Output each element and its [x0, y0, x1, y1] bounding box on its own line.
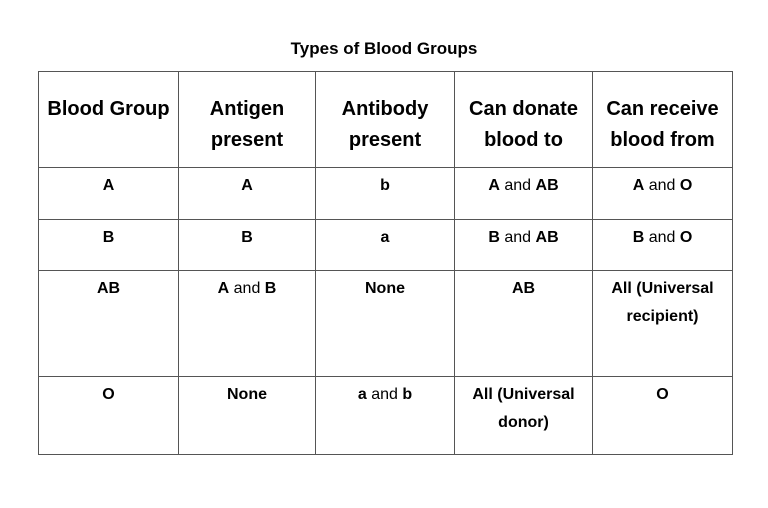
table-cell: b: [316, 168, 455, 220]
header-blood-group: Blood Group: [39, 72, 179, 168]
table-cell: B and AB: [455, 220, 593, 271]
table-row: [39, 220, 733, 271]
header-antigen-present: Antigen present: [179, 72, 316, 168]
table-header-row: [39, 72, 733, 168]
blood-groups-table: [38, 71, 733, 455]
page-title: Types of Blood Groups: [290, 39, 478, 58]
table-cell: B: [39, 220, 179, 271]
table-cell: O: [39, 377, 179, 455]
header-can-donate: Can donate blood to: [455, 72, 593, 168]
header-can-receive: Can receive blood from: [593, 72, 733, 168]
table-cell: O: [593, 377, 733, 455]
table-cell: a: [316, 220, 455, 271]
table-cell: None: [316, 271, 455, 377]
table-cell: AB: [39, 271, 179, 377]
table-cell: All (Universal donor): [455, 377, 593, 455]
table-cell: All (Universal recipient): [593, 271, 733, 377]
table-row: [39, 271, 733, 377]
table-row: [39, 377, 733, 455]
table-cell: A and AB: [455, 168, 593, 220]
table-cell: B: [179, 220, 316, 271]
table-cell: A: [39, 168, 179, 220]
table-cell: A and B: [179, 271, 316, 377]
table-cell: None: [179, 377, 316, 455]
table-cell: a and b: [316, 377, 455, 455]
table-cell: AB: [455, 271, 593, 377]
table-cell: B and O: [593, 220, 733, 271]
table-cell: A: [179, 168, 316, 220]
table-cell: A and O: [593, 168, 733, 220]
table-row: [39, 168, 733, 220]
header-antibody-present: Antibody present: [316, 72, 455, 168]
